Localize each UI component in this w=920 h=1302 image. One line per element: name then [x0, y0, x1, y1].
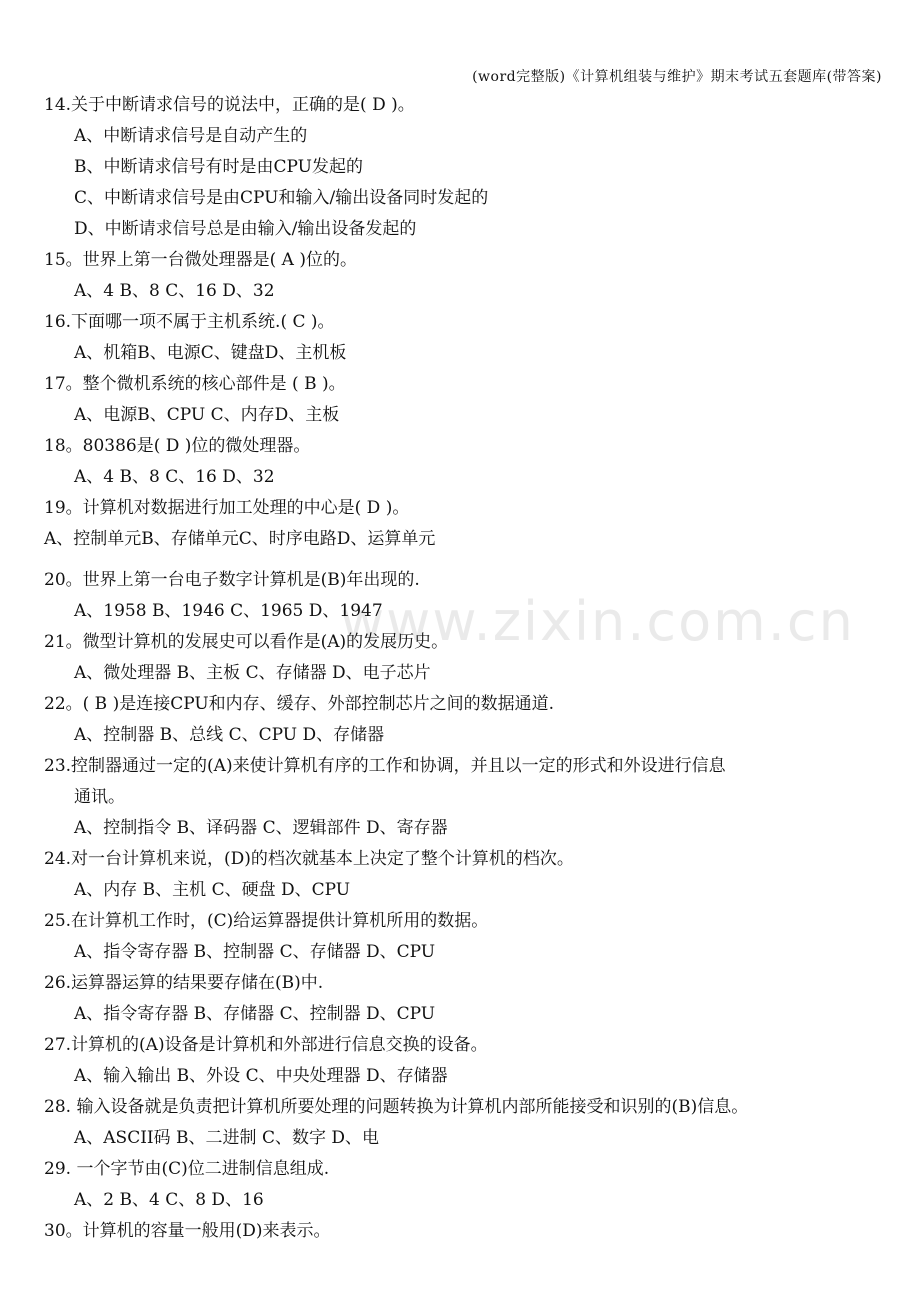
answer-options: A、2 B、4 C、8 D、16	[74, 1190, 264, 1210]
question-text: 20。世界上第一台电子数字计算机是(B)年出现的.	[44, 570, 420, 590]
answer-options: A、中断请求信号是自动产生的	[74, 126, 308, 146]
answer-options: A、微处理器 B、主板 C、存储器 D、电子芯片	[74, 663, 431, 683]
answer-options: A、内存 B、主机 C、硬盘 D、CPU	[74, 880, 351, 900]
answer-options: D、中断请求信号总是由输入/输出设备发起的	[74, 219, 417, 239]
answer-options: A、4 B、8 C、16 D、32	[74, 281, 275, 301]
question-text: 14.关于中断请求信号的说法中，正确的是( D )。	[44, 95, 415, 115]
answer-options: A、控制指令 B、译码器 C、逻辑部件 D、寄存器	[74, 818, 448, 838]
answer-options: A、控制器 B、总线 C、CPU D、存储器	[74, 725, 385, 745]
question-text: 17。整个微机系统的核心部件是 ( B )。	[44, 374, 346, 394]
question-list	[44, 90, 884, 1247]
question-continuation: 通讯。	[74, 787, 125, 807]
answer-options: B、中断请求信号有时是由CPU发起的	[74, 157, 363, 177]
question-text: 22。( B )是连接CPU和内存、缓存、外部控制芯片之间的数据通道.	[44, 694, 555, 714]
question-text: 29. 一个字节由(C)位二进制信息组成.	[44, 1159, 330, 1179]
answer-options: A、指令寄存器 B、控制器 C、存储器 D、CPU	[74, 942, 436, 962]
answer-options: A、4 B、8 C、16 D、32	[74, 467, 275, 487]
answer-options: A、ASCII码 B、二进制 C、数字 D、电	[74, 1128, 379, 1148]
question-text: 27.计算机的(A)设备是计算机和外部进行信息交换的设备。	[44, 1035, 488, 1055]
question-text: 24.对一台计算机来说，(D)的档次就基本上决定了整个计算机的档次。	[44, 849, 574, 869]
question-text: 30。计算机的容量一般用(D)来表示。	[44, 1221, 331, 1241]
answer-options: C、中断请求信号是由CPU和输入/输出设备同时发起的	[74, 188, 489, 208]
question-text: 16.下面哪一项不属于主机系统.( C )。	[44, 312, 335, 332]
watermark: www.zixin.com.cn	[340, 590, 855, 653]
answer-options: A、机箱B、电源C、键盘D、主机板	[74, 343, 347, 363]
question-text: 19。计算机对数据进行加工处理的中心是( D )。	[44, 498, 410, 518]
document-header: (word完整版)《计算机组装与维护》期末考试五套题库(带答案)	[472, 69, 882, 85]
answer-options: A、指令寄存器 B、存储器 C、控制器 D、CPU	[74, 1004, 436, 1024]
answer-options: A、1958 B、1946 C、1965 D、1947	[74, 601, 383, 621]
question-text: 18。80386是( D )位的微处理器。	[44, 436, 311, 456]
spacer	[44, 555, 884, 565]
question-text: 23.控制器通过一定的(A)来使计算机有序的工作和协调，并且以一定的形式和外设进行信息	[44, 756, 726, 776]
question-text: A、控制单元B、存储单元C、时序电路D、运算单元	[44, 529, 436, 549]
question-text: 28. 输入设备就是负责把计算机所要处理的问题转换为计算机内部所能接受和识别的(B)信息。	[44, 1097, 749, 1117]
question-text: 21。微型计算机的发展史可以看作是(A)的发展历史。	[44, 632, 449, 652]
question-text: 25.在计算机工作时，(C)给运算器提供计算机所用的数据。	[44, 911, 489, 931]
answer-options: A、电源B、CPU C、内存D、主板	[74, 405, 340, 425]
answer-options: A、输入输出 B、外设 C、中央处理器 D、存储器	[74, 1066, 448, 1086]
question-text: 26.运算器运算的结果要存储在(B)中.	[44, 973, 324, 993]
question-text: 15。世界上第一台微处理器是( A )位的。	[44, 250, 357, 270]
